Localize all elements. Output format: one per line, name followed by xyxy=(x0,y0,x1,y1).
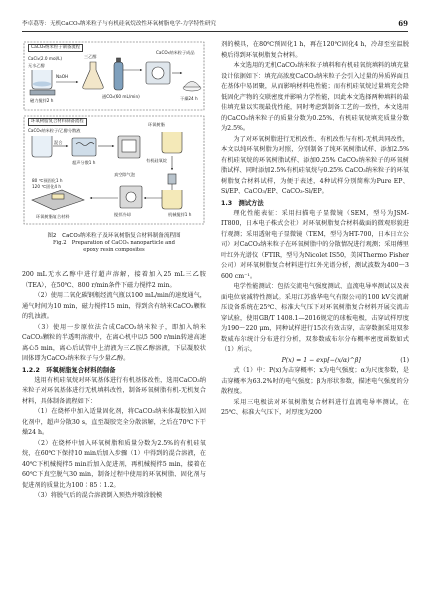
mechanical-stirrer-icon xyxy=(162,174,182,209)
figure-caption-en-line1: Fig.2 Preparation of CaCO₃ nanoparticle and xyxy=(53,240,175,246)
fig-label-cacl2: CaCl₂(2.0 mol/L) xyxy=(28,56,63,61)
paragraph: （2）在烧杯中加入环氧树脂和质量分数为2.5%的有机硅氧烷，在60℃下保持10 min后加入步骤（1）中得到的混合溶液，在40℃下机械搅拌5 min后加入促进剂，再机械搅拌5 min，接着在60℃下真空脱气30 min，制备过程中使用的环氧树脂、固化剂与促进剂的质量比为100∶85∶1.2。 xyxy=(22,439,206,489)
section-heading-1-3: 1.3 测试方法 xyxy=(221,199,264,207)
fig-label-mold: 机械搅拌1 h xyxy=(168,212,192,217)
paragraph: 电学性能测试：包括交流电气强度测试、直流电导率测试以及表面电位衰减特性测试。采用江苏盛华电气有限公司的100 kV交流耐压设备系统在25℃、标准大气压下对环氧树脂复合材料开展交流击穿试验，使用GB/T 1408.1—2016规定的球板电极，击穿试样厚度为190～220 μm，同种试样进行15次有效击穿，击穿数据采用双参数威布尔统计分布进行分析，双参数威布尔分布概率密度函数如式（1）所示。 xyxy=(221,283,409,353)
fig-label-co2: 通CO₂(60 mL/min) xyxy=(102,94,140,99)
paragraph: 选用有机硅氧烷对环氧基体进行有机基体改性，选用CaCO₃纳米粒子对环氧基体进行无机填料改性，制备环氧树脂有机-无机复合材料，具体制备流程如下： xyxy=(22,376,206,405)
formula-text: P(x) = 1 − exp[−(x/α)^β] xyxy=(281,356,361,364)
page-number: 69 xyxy=(398,19,408,28)
flow-diagram-graphics xyxy=(22,40,206,230)
fig-label-naoh: NaOH xyxy=(56,74,69,79)
fig-label-cure-120: 120 ℃固化4 h xyxy=(32,184,62,189)
paragraph: （3）将脱气后的混合溶液倒入预热并喷涂脱模 xyxy=(34,492,163,499)
gas-cylinder-icon xyxy=(114,58,123,90)
figure-caption-en-line2: epoxy resin composites xyxy=(83,247,145,254)
paragraph: 200 mL无水乙醇中进行超声溶解，接着加入25 mL三乙胺（TEA），在50℃、800 r/min条件下磁力搅拌2 min。 xyxy=(22,271,206,289)
fig-label-epoxy: 环氧树脂 xyxy=(148,122,165,127)
running-title: 李卓荔等：无机CaCO₃纳米粒子与有机硅氧烷改性环氧树脂电学-力学特性研究 xyxy=(22,21,217,27)
fig-label-degas: 真空除气泡 xyxy=(114,172,135,177)
vacuum-oven-icon xyxy=(120,186,142,208)
centrifuge-icon xyxy=(146,62,170,84)
fig-label-cures-2: 干燥24 h xyxy=(180,96,198,101)
fig-label-stir: 磁力搅拌2 h xyxy=(30,98,54,103)
resin-beaker-icon xyxy=(162,132,182,153)
mold-icon xyxy=(32,190,84,210)
formula-number: (1) xyxy=(400,356,409,364)
paragraph: 为了对环氧树脂进行无机改性、有机改性与有机-无机共同改性，本文以纯环氧树脂为对照，分别制备了纯环氧树脂试样、添加2.5%有机硅氧烷的环氧树脂试样、添加0.25% CaCO₃纳米粒子的环氧树脂试样、同时添加2.5%有机硅氧烷与0.25% CaCO₃纳米粒子的环氧树脂复合材料试样，为便于表述，4种试样分别简称为Pure EP、Si/EP、CaCO₃/EP、CaCO₃-Si/EP。 xyxy=(221,135,409,195)
hotplate-icon xyxy=(30,90,55,95)
paragraph: 式（1）中：P(x)为击穿概率；x为电气强度；α为尺度参数，是击穿概率为63.2%时的电气强度；β为形状参数，描述电气强度的分散程度。 xyxy=(221,367,409,395)
fig-label-silane: 有机硅氧烷 xyxy=(146,158,167,163)
paragraph: （3）使用一步原位法合成CaCO₃纳米粒子，即加入纳米CaCO₃颗粒的半透明溶液中，在离心机中以5 500 r/min转速高速离心5 min，离心后试管中上清液为三乙胺乙醇溶液，下层凝胶状固体即为CaCO₃纳米粒子与少量乙醇。 xyxy=(22,323,206,362)
paragraph: 理化性能表征：采用扫描电子显微镜（SEM，型号为JSM-IT800，日本电子株式会社）对环氧树脂复合材料截面的微观形貌进行观测；采用透射电子显微镜（TEM，型号为HT-700，日本日立公司）对CaCO₃纳米粒子在环氧树脂中的分散情况进行观测；采用傅里叶红外光谱仪（FTIR，型号为Nicolet IS50，美国Thermo Fisher公司）对环氧树脂复合材料进行红外光谱分析，测试波数为400～3 600 cm⁻¹。 xyxy=(221,209,409,280)
fig-label-ultra-mix: 超声分散1 h xyxy=(72,160,96,165)
fig-label-cure-100: 80 ℃预固化1 h xyxy=(32,178,63,183)
left-column xyxy=(22,270,206,502)
fig-box2-title: 环氧树脂复合材料制备流程 xyxy=(28,118,87,126)
oven-icon xyxy=(118,136,140,158)
process-flow-figure xyxy=(22,40,206,230)
dispersion-beaker-icon xyxy=(32,136,52,157)
paragraph: 剂的模具，在80℃预固化1 h，再在120℃固化4 h，冷却至室温脱模后得到环氧树脂复合材料。 xyxy=(221,41,409,59)
paragraph: 采用三电极法对环氧树脂复合材料进行直流电导率测试，在25℃、标准大气压下，对厚度为200 xyxy=(221,398,409,416)
header-rule xyxy=(22,31,408,32)
fig-label-final: 环氧树脂复合材料 xyxy=(36,214,70,219)
right-column xyxy=(221,40,409,419)
fig-label-ethanol: 三乙醇 xyxy=(84,54,97,59)
paragraph: （2）使用二氧化碳钢瓶经流气瓶以100 mL/min的速度通气，通气时间为10 min，磁力搅拌15 min，得到含有纳米CaCO₃颗粒的乳浊液。 xyxy=(22,292,206,320)
fig-label-water: 无水乙醇 xyxy=(28,63,45,68)
paragraph: 本文选用的无机CaCO₃纳米粒子填料和有机硅氧烷填料的填充量设计依据如下：填充高浓度CaCO₃纳米粒子会引入过量的异质界面且在基体中易团聚，从而影响材料电性能；而有机硅氧烷过量填充会降低固化产物的交联密度并影响力学性能，因此本文选择两种填料的最佳填充量以实现最优性能，同时考虑到制备工艺的一致性，本文选用的CaCO₃纳米粒子的质量分数为0.25%、有机硅氧烷填充质量分数为2.5%。 xyxy=(221,62,409,132)
section-heading-1-2-2: 1.2.2 环氧树脂复合材料的制备 xyxy=(22,366,116,374)
fig-label-caco3-mix: CaCO₃纳米粒子/乙醇分散液 xyxy=(28,128,81,133)
beaker-icon xyxy=(32,70,52,89)
ultrasonic-bath-icon xyxy=(72,138,96,156)
fig-box1-title: CaCO₃纳米粒子制备流程 xyxy=(28,44,83,52)
fig-label-dry: 搅拌冷却 xyxy=(114,212,131,217)
figure-caption xyxy=(22,232,206,254)
weibull-formula xyxy=(221,356,409,367)
running-header xyxy=(22,18,408,30)
fig-label-mix: 混合 xyxy=(54,140,63,145)
fig-label-cured: CaCO₃纳米粒子成品 xyxy=(156,50,195,55)
flask-icon xyxy=(83,62,104,89)
figure-caption-zh: 图2 CaCO₃纳米粒子及环氧树脂复合材料制备流程图 xyxy=(47,233,181,239)
powder-icon xyxy=(183,82,201,92)
paragraph: （1）在烧杯中加入适量固化剂，将CaCO₃纳米体凝胶加入固化剂中，超声分散30 s，直至凝胶完全分散溶解，之后在70℃下干燥24 h。 xyxy=(22,408,206,436)
